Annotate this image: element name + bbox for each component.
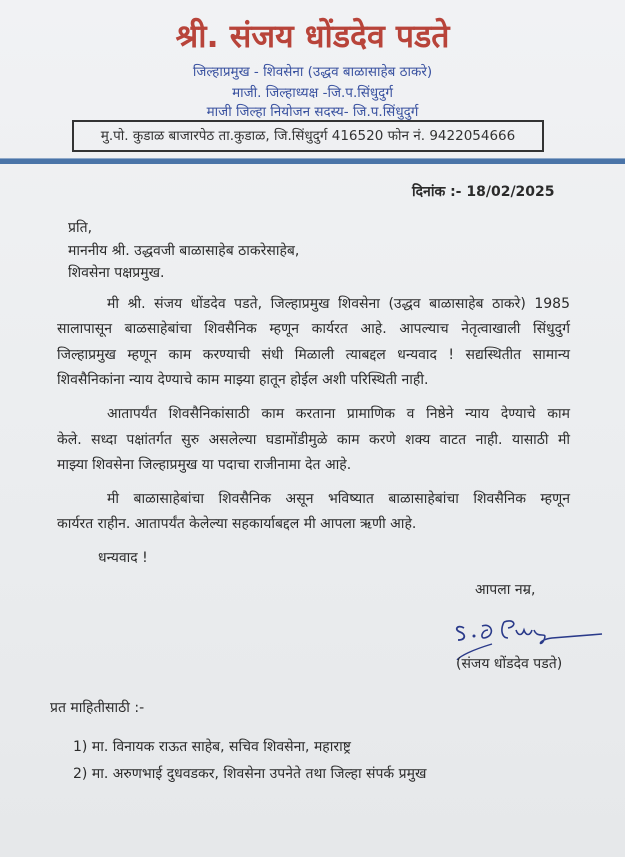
closing: आपला नम्र, xyxy=(475,582,536,598)
cc-heading: प्रत माहितीसाठी :- xyxy=(50,700,145,716)
paragraph-line: केले. सध्दा पक्षांतर्गत सुरु असलेल्या घडामोंडीमुळे काम करणे शक्य वाटत नाही. यासाठी मी xyxy=(57,432,570,448)
paragraph-line: सालापासून बाळसाहेबांचा शिवसैनिक म्हणून कार्यरत आहे. आपल्याच नेतृत्वाखाली सिंधुदुर्ग xyxy=(57,321,570,337)
recipient-line: प्रति, xyxy=(68,220,93,236)
paragraph-line: मी बाळासाहेबांचा शिवसैनिक असून भविष्यात बाळासाहेबांचा शिवसैनिक म्हणून xyxy=(107,491,570,507)
designation-line: माजी जिल्हा नियोजन सदस्य- जि.प.सिंधुदुर्ग xyxy=(206,104,419,120)
recipient-line: शिवसेना पक्षप्रमुख. xyxy=(68,265,165,281)
designation-line: जिल्हाप्रमुख - शिवसेना (उद्धव बाळासाहेब ठाकरे) xyxy=(192,64,433,80)
address-box: मु.पो. कुडाळ बाजारपेठ ता.कुडाळ, जि.सिंधुदुर्ग 416520 फोन नं. 9422054666 xyxy=(72,120,544,152)
paragraph-line: आतापर्यंत शिवसैनिकांसाठी काम करताना प्रामाणिक व निष्ठेने न्याय देण्याचे काम xyxy=(107,406,570,422)
paragraph-line: कार्यरत राहीन. आतापर्यंत केलेल्या सहकार्याबद्दल मी आपला ऋणी आहे. xyxy=(57,516,417,532)
signatory-name: (संजय धोंडदेव पडते) xyxy=(456,656,563,672)
paragraph-line: जिल्हाप्रमुख म्हणून काम करण्याची संधी मिळाली त्याबद्दल धन्यवाद ! सद्यस्थितीत सामान्य xyxy=(57,347,570,363)
date: दिनांक :- 18/02/2025 xyxy=(412,184,555,200)
thanks: धन्यवाद ! xyxy=(98,550,148,566)
designation-line: माजी. जिल्हाध्यक्ष -जि.प.सिंधुदुर्ग xyxy=(232,85,393,101)
paragraph-line: शिवसैनिकांना न्याय देण्याचे काम माझ्या हातून होईल अशी परिस्थिती नाही. xyxy=(57,372,429,388)
paragraph-line: माझ्या शिवसेना जिल्हाप्रमुख या पदाचा राजीनामा देत आहे. xyxy=(57,457,352,473)
letterhead-name: श्री. संजय धोंडदेव पडते xyxy=(175,17,450,55)
signature xyxy=(452,600,622,660)
cc-item: 2) मा. अरुणभाई दुधवडकर, शिवसेना उपनेते तथा जिल्हा संपर्क प्रमुख xyxy=(73,766,427,782)
cc-item: 1) मा. विनायक राऊत साहेब, सचिव शिवसेना, महाराष्ट्र xyxy=(73,739,351,755)
recipient-line: माननीय श्री. उद्धवजी बाळासाहेब ठाकरेसाहेब, xyxy=(68,243,300,259)
header-divider xyxy=(0,158,625,164)
paragraph-line: मी श्री. संजय धोंडदेव पडते, जिल्हाप्रमुख शिवसेना (उद्धव बाळासाहेब ठाकरे) 1985 xyxy=(107,296,570,312)
